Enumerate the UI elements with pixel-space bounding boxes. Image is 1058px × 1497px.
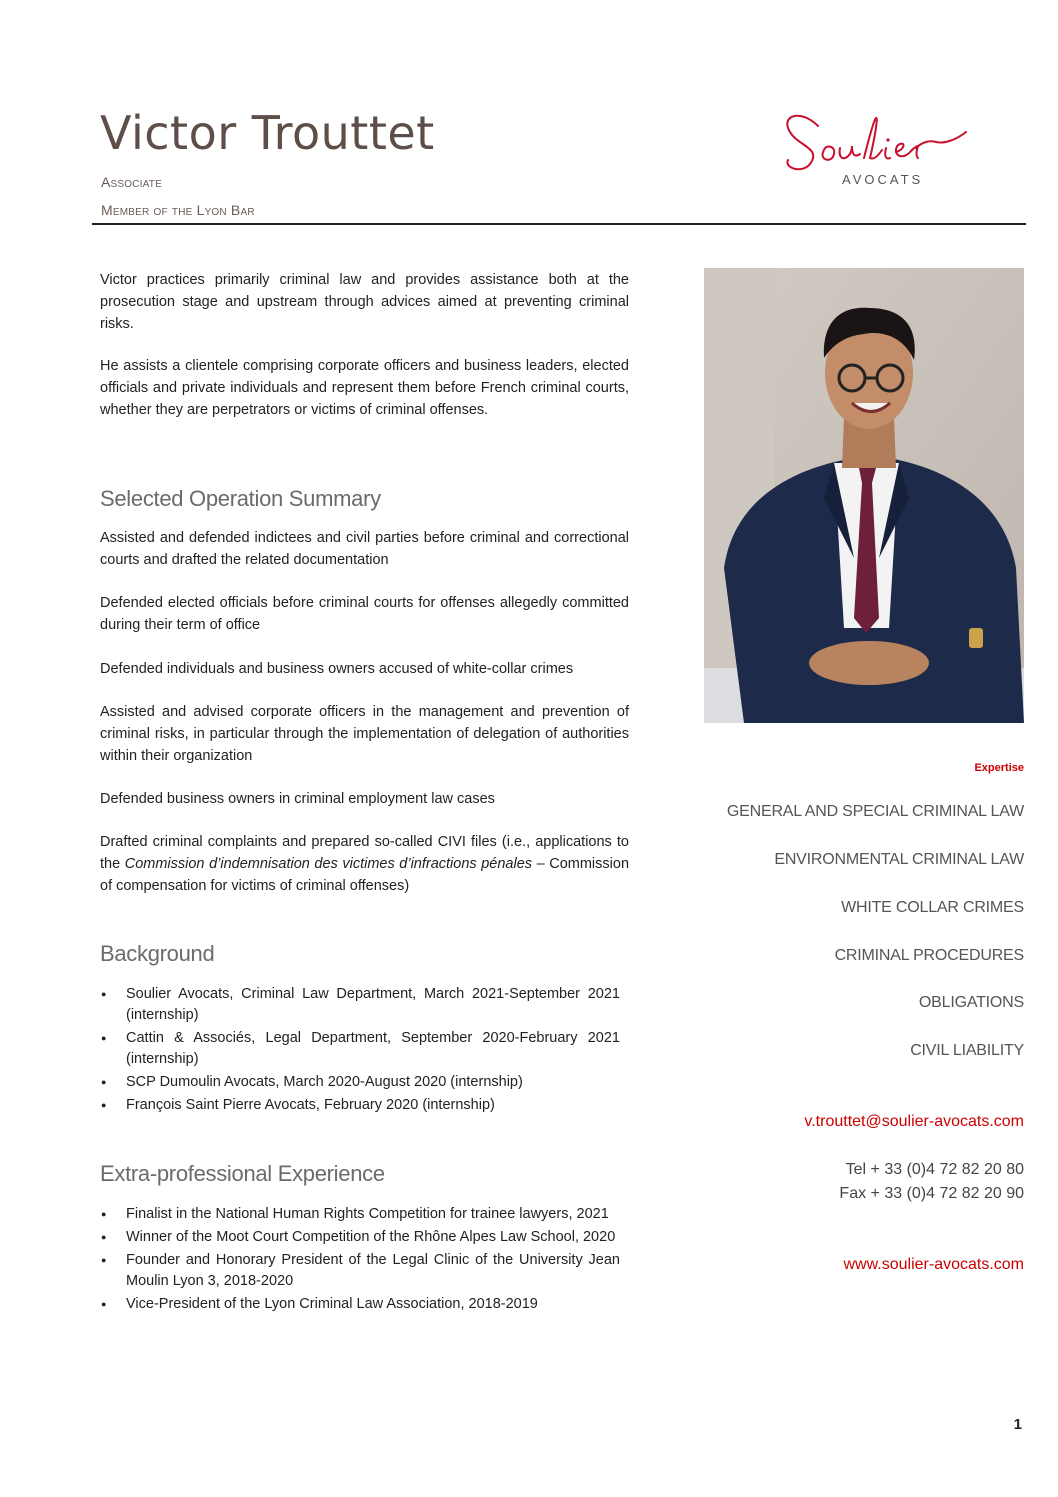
job-title: Associate [101,174,162,190]
phone-number: Tel + 33 (0)4 72 82 20 80 [845,1161,1024,1178]
fax-number: Fax + 33 (0)4 72 82 20 90 [839,1185,1024,1202]
background-list [100,984,620,1118]
expertise-label: Expertise [974,762,1024,774]
intro-paragraph-2: He assists a clientele comprising corporate officers and business leaders, elected officials and private individuals and represent them before French criminal courts, whether they are perpetrators or victims of criminal offenses. [100,358,629,418]
header-divider [92,223,1026,225]
expertise-item: WHITE COLLAR CRIMES [841,899,1024,916]
intro-paragraph-1: Victor practices primarily criminal law and provides assistance both at the prosecution stage and upstream through advices aimed at preventing criminal risks. [100,272,629,332]
list-item: ● François Saint Pierre Avocats, February 2020 (internship) [100,1095,620,1116]
operation-item: Defended business owners in criminal employment law cases [100,791,495,807]
extra-heading: Extra-professional Experience [100,1161,385,1186]
operation-item: Assisted and advised corporate officers in the management and prevention of criminal risks, in particular through the implementation of delegation of authorities within their organization [100,704,629,764]
logo-subtitle: AVOCATS [842,172,924,187]
civi-text-start: Drafted criminal complaints and prepared so-called CIVI files (i.e., applications to the [100,834,629,872]
list-item: ● Cattin & Associés, Legal Department, September 2020-February 2021 (internship) [100,1028,620,1070]
expertise-item: ENVIRONMENTAL CRIMINAL LAW [774,851,1024,868]
list-item: ● SCP Dumoulin Avocats, March 2020-August 2020 (internship) [100,1072,620,1093]
list-item: ● Vice-President of the Lyon Criminal Law Association, 2018-2019 [100,1294,620,1315]
operation-item: Assisted and defended indictees and civil parties before criminal and correctional courts and drafted the related documentation [100,530,629,568]
expertise-item: OBLIGATIONS [918,994,1024,1011]
person-name: Victor Trouttet [100,106,435,160]
civi-text-italic: Commission d’indemnisation des victimes d’infractions pénales [124,856,533,872]
expertise-item: GENERAL AND SPECIAL CRIMINAL LAW [726,803,1024,820]
civi-text-end: – Commission of compensation for victims of criminal offenses) [100,856,630,894]
operations-heading: Selected Operation Summary [100,486,381,511]
bar-membership: Member of the Lyon Bar [101,202,255,218]
email-link[interactable]: v.trouttet@soulier-avocats.com [804,1113,1024,1130]
operation-item-civi [100,831,629,897]
list-item: ● Soulier Avocats, Criminal Law Department, March 2021-September 2021 (internship) [100,984,620,1026]
background-heading: Background [100,941,215,966]
list-item: ● Founder and Honorary President of the Legal Clinic of the University Jean Moulin Lyon 3, 2018-2020 [100,1250,620,1292]
list-item: ● Winner of the Moot Court Competition of the Rhône Alpes Law School, 2020 [100,1227,620,1248]
website-link[interactable]: www.soulier-avocats.com [843,1256,1024,1273]
portrait-illustration [704,268,1024,723]
portrait-photo [704,268,1024,723]
extra-list [100,1204,620,1317]
list-item: ● Finalist in the National Human Rights Competition for trainee lawyers, 2021 [100,1204,620,1225]
operation-item: Defended elected officials before criminal courts for offenses allegedly committed during their term of office [100,595,629,633]
expertise-item: CRIMINAL PROCEDURES [834,947,1024,964]
expertise-item: CIVIL LIABILITY [910,1042,1024,1059]
operation-item: Defended individuals and business owners accused of white-collar crimes [100,661,574,677]
page-number: 1 [1013,1416,1022,1433]
